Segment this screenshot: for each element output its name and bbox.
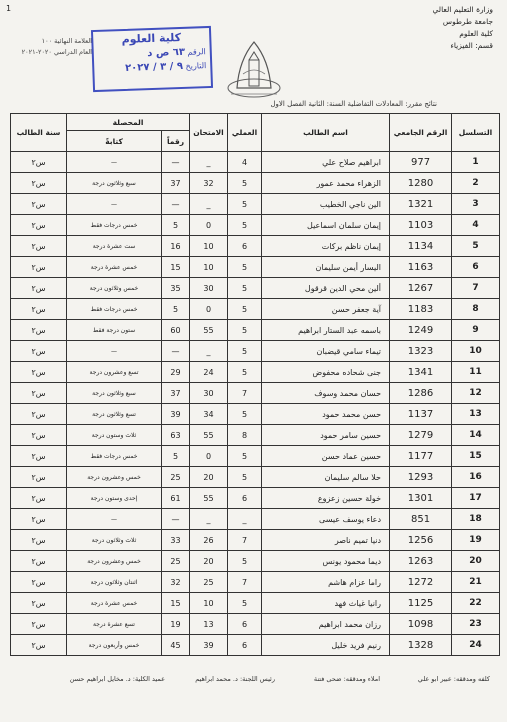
- table-cell-id: 1321: [390, 194, 452, 215]
- table-cell-year: س٢: [11, 152, 67, 173]
- table-cell-practical: 5: [228, 362, 262, 383]
- stamp-date-value: ٩ / ٣ / ٢٠٢٧: [124, 60, 184, 74]
- table-cell-digits: 5: [162, 215, 190, 236]
- table-cell-exam: 20: [190, 467, 228, 488]
- table-cell-digits: —: [162, 152, 190, 173]
- header-total-digits: رقماً: [162, 131, 190, 152]
- table-cell-year: س٢: [11, 215, 67, 236]
- table-cell-year: س٢: [11, 467, 67, 488]
- exam-info-note: [6, 36, 92, 58]
- table-cell-practical: _: [228, 509, 262, 530]
- table-row: [11, 173, 500, 194]
- table-cell-digits: 32: [162, 572, 190, 593]
- table-cell-exam: 0: [190, 446, 228, 467]
- table-cell-words: ست عشرة درجة: [67, 236, 162, 257]
- table-cell-digits: 39: [162, 404, 190, 425]
- table-cell-digits: 19: [162, 614, 190, 635]
- table-cell-exam: _: [190, 509, 228, 530]
- table-cell-exam: 55: [190, 320, 228, 341]
- table-cell-name: الزهراء محمد عمور: [262, 173, 390, 194]
- table-cell-practical: 5: [228, 404, 262, 425]
- table-cell-seq: 9: [452, 320, 500, 341]
- table-cell-year: س٢: [11, 362, 67, 383]
- table-cell-words: خمس وعشرون درجة: [67, 467, 162, 488]
- table-cell-digits: 33: [162, 530, 190, 551]
- table-cell-words: تسع وثلاثون درجة: [67, 404, 162, 425]
- table-cell-name: تيماء سامي قيضبان: [262, 341, 390, 362]
- table-cell-seq: 10: [452, 341, 500, 362]
- table-cell-name: حسين سامر حمود: [262, 425, 390, 446]
- table-cell-seq: 22: [452, 593, 500, 614]
- table-cell-digits: —: [162, 509, 190, 530]
- table-cell-year: س٢: [11, 572, 67, 593]
- table-cell-seq: 15: [452, 446, 500, 467]
- table-cell-digits: —: [162, 194, 190, 215]
- table-cell-seq: 1: [452, 152, 500, 173]
- table-row: [11, 425, 500, 446]
- table-cell-name: رنيم فريد خليل: [262, 635, 390, 656]
- table-cell-year: س٢: [11, 236, 67, 257]
- table-cell-seq: 24: [452, 635, 500, 656]
- table-cell-exam: 32: [190, 173, 228, 194]
- table-cell-year: س٢: [11, 383, 67, 404]
- table-cell-id: 1263: [390, 551, 452, 572]
- table-cell-practical: 6: [228, 488, 262, 509]
- table-cell-name: حلا سالم سليمان: [262, 467, 390, 488]
- ministry-header: [383, 4, 493, 52]
- table-cell-id: 1272: [390, 572, 452, 593]
- table-cell-words: اثنتان وثلاثون درجة: [67, 572, 162, 593]
- table-row: [11, 299, 500, 320]
- table-cell-words: خمس درجات فقط: [67, 446, 162, 467]
- table-cell-seq: 12: [452, 383, 500, 404]
- table-cell-digits: 37: [162, 383, 190, 404]
- table-cell-practical: 4: [228, 152, 262, 173]
- header-practical: العملي: [228, 114, 262, 152]
- table-cell-year: س٢: [11, 614, 67, 635]
- table-cell-year: س٢: [11, 194, 67, 215]
- table-cell-words: خمس درجات فقط: [67, 215, 162, 236]
- table-cell-seq: 7: [452, 278, 500, 299]
- table-cell-id: 1183: [390, 299, 452, 320]
- table-cell-digits: 35: [162, 278, 190, 299]
- table-cell-digits: 60: [162, 320, 190, 341]
- table-cell-id: 1328: [390, 635, 452, 656]
- table-cell-practical: 5: [228, 593, 262, 614]
- table-row: [11, 551, 500, 572]
- header-seq: التسلسل: [452, 114, 500, 152]
- table-cell-year: س٢: [11, 551, 67, 572]
- table-row: [11, 467, 500, 488]
- table-cell-year: س٢: [11, 635, 67, 656]
- checker-signature: كلفه ومدققه: عبير ابو علي: [417, 675, 490, 683]
- table-cell-exam: 10: [190, 593, 228, 614]
- table-cell-practical: 5: [228, 215, 262, 236]
- table-cell-words: —: [67, 341, 162, 362]
- header-total-words: كتابةً: [67, 131, 162, 152]
- results-caption: نتائج مقرر: المعادلات التفاضلية السنة: الثانية الفصل الاول: [270, 100, 437, 108]
- table-cell-words: إحدى وستون درجة: [67, 488, 162, 509]
- table-cell-id: 1341: [390, 362, 452, 383]
- table-cell-exam: 26: [190, 530, 228, 551]
- table-cell-seq: 2: [452, 173, 500, 194]
- table-cell-words: خمس وثلاثون درجة: [67, 278, 162, 299]
- academic-year-note: العام الدراسي ٢٠٢٠-٢٠٢١: [21, 48, 92, 56]
- table-cell-practical: 8: [228, 425, 262, 446]
- table-cell-practical: 5: [228, 320, 262, 341]
- table-cell-id: 851: [390, 509, 452, 530]
- table-cell-exam: 20: [190, 551, 228, 572]
- table-cell-name: دنيا تميم ناصر: [262, 530, 390, 551]
- table-cell-name: دعاء يوسف عيسى: [262, 509, 390, 530]
- table-cell-words: —: [67, 509, 162, 530]
- table-cell-name: جنى شحاده محفوض: [262, 362, 390, 383]
- table-cell-practical: 5: [228, 299, 262, 320]
- table-cell-year: س٢: [11, 257, 67, 278]
- table-cell-name: رزان محمد ابراهيم: [262, 614, 390, 635]
- table-cell-id: 1279: [390, 425, 452, 446]
- table-cell-practical: 5: [228, 551, 262, 572]
- table-cell-year: س٢: [11, 173, 67, 194]
- table-cell-words: تسع عشرة درجة: [67, 614, 162, 635]
- table-cell-digits: 61: [162, 488, 190, 509]
- table-cell-digits: 45: [162, 635, 190, 656]
- table-cell-words: خمس عشرة درجة: [67, 257, 162, 278]
- table-cell-id: 1177: [390, 446, 452, 467]
- table-cell-digits: 15: [162, 257, 190, 278]
- table-cell-words: —: [67, 194, 162, 215]
- table-cell-exam: 34: [190, 404, 228, 425]
- table-cell-id: 1163: [390, 257, 452, 278]
- table-cell-seq: 6: [452, 257, 500, 278]
- table-cell-seq: 23: [452, 614, 500, 635]
- table-cell-practical: 5: [228, 194, 262, 215]
- table-row: [11, 320, 500, 341]
- table-cell-digits: 5: [162, 446, 190, 467]
- table-cell-exam: 0: [190, 215, 228, 236]
- table-cell-seq: 3: [452, 194, 500, 215]
- table-row: [11, 614, 500, 635]
- table-cell-name: راما عزام هاشم: [262, 572, 390, 593]
- table-cell-words: خمس وأربعون درجة: [67, 635, 162, 656]
- table-cell-name: حسن محمد حمود: [262, 404, 390, 425]
- table-cell-exam: 30: [190, 278, 228, 299]
- table-cell-exam: _: [190, 341, 228, 362]
- table-cell-name: ابراهيم صلاح علي: [262, 152, 390, 173]
- table-cell-seq: 5: [452, 236, 500, 257]
- table-cell-practical: 7: [228, 530, 262, 551]
- registry-stamp: [91, 26, 213, 92]
- table-cell-practical: 5: [228, 446, 262, 467]
- ministry-line: وزارة التعليم العالي: [432, 5, 493, 14]
- stamp-ref-label: الرقم: [187, 47, 206, 57]
- faculty-line: كلية العلوم: [459, 29, 493, 38]
- table-cell-id: 1256: [390, 530, 452, 551]
- table-cell-exam: 30: [190, 383, 228, 404]
- header-id: الرقم الجامعي: [390, 114, 452, 152]
- table-cell-words: تسع وعشرون درجة: [67, 362, 162, 383]
- table-cell-name: إيمان ناظم بركات: [262, 236, 390, 257]
- table-cell-id: 1134: [390, 236, 452, 257]
- table-cell-id: 1249: [390, 320, 452, 341]
- header-total: المحصلة: [67, 114, 190, 131]
- table-cell-practical: 7: [228, 383, 262, 404]
- table-cell-seq: 14: [452, 425, 500, 446]
- table-row: [11, 152, 500, 173]
- table-cell-words: خمس درجات فقط: [67, 299, 162, 320]
- stamp-date-label: التاريخ: [185, 61, 207, 71]
- table-cell-name: خولة حسين زعزوع: [262, 488, 390, 509]
- table-row: [11, 593, 500, 614]
- table-cell-year: س٢: [11, 404, 67, 425]
- table-cell-practical: 6: [228, 614, 262, 635]
- signatures-footer: [20, 675, 490, 705]
- table-cell-words: خمس وعشرون درجة: [67, 551, 162, 572]
- table-cell-year: س٢: [11, 530, 67, 551]
- stamp-ref-row: [94, 46, 210, 61]
- table-cell-words: —: [67, 152, 162, 173]
- table-cell-words: ثلاث وثلاثون درجة: [67, 530, 162, 551]
- table-cell-seq: 4: [452, 215, 500, 236]
- dictation-signature: املاء ومدققه: ضحى فتنة: [313, 675, 380, 683]
- results-table: [10, 113, 500, 656]
- table-cell-seq: 11: [452, 362, 500, 383]
- table-cell-id: 1286: [390, 383, 452, 404]
- table-cell-id: 1293: [390, 467, 452, 488]
- table-cell-id: 1280: [390, 173, 452, 194]
- table-cell-name: حسين عماد حسن: [262, 446, 390, 467]
- results-body: [11, 152, 500, 656]
- table-cell-id: 1301: [390, 488, 452, 509]
- table-cell-id: 1137: [390, 404, 452, 425]
- table-cell-digits: 37: [162, 173, 190, 194]
- page-number: 1: [6, 4, 12, 13]
- table-cell-exam: 55: [190, 425, 228, 446]
- table-cell-seq: 19: [452, 530, 500, 551]
- table-cell-year: س٢: [11, 593, 67, 614]
- table-row: [11, 488, 500, 509]
- table-cell-words: سبع وثلاثون درجة: [67, 173, 162, 194]
- table-row: [11, 194, 500, 215]
- table-cell-year: س٢: [11, 425, 67, 446]
- table-row: [11, 341, 500, 362]
- table-cell-seq: 18: [452, 509, 500, 530]
- table-row: [11, 278, 500, 299]
- table-row: [11, 446, 500, 467]
- table-cell-words: سبع وثلاثون درجة: [67, 383, 162, 404]
- table-cell-name: آية جعفر حسن: [262, 299, 390, 320]
- table-cell-year: س٢: [11, 299, 67, 320]
- table-cell-seq: 8: [452, 299, 500, 320]
- table-cell-name: إيمان سلمان اسماعيل: [262, 215, 390, 236]
- table-cell-id: 1267: [390, 278, 452, 299]
- table-cell-name: ألين محي الدين قرقول: [262, 278, 390, 299]
- table-cell-seq: 21: [452, 572, 500, 593]
- table-row: [11, 509, 500, 530]
- table-cell-practical: 5: [228, 467, 262, 488]
- table-cell-seq: 16: [452, 467, 500, 488]
- table-cell-id: 1125: [390, 593, 452, 614]
- table-cell-practical: 6: [228, 635, 262, 656]
- table-cell-practical: 5: [228, 257, 262, 278]
- table-cell-practical: 5: [228, 173, 262, 194]
- header-exam: الامتحان: [190, 114, 228, 152]
- table-cell-exam: 39: [190, 635, 228, 656]
- header-year: سنة الطالب: [11, 114, 67, 152]
- table-cell-words: ستون درجة فقط: [67, 320, 162, 341]
- table-cell-exam: 25: [190, 572, 228, 593]
- table-cell-practical: 5: [228, 341, 262, 362]
- table-cell-exam: _: [190, 194, 228, 215]
- table-cell-digits: 63: [162, 425, 190, 446]
- stamp-date-row: [94, 60, 210, 75]
- table-cell-id: 1098: [390, 614, 452, 635]
- dean-signature: عميد الكلية: د. مخايل ابراهيم حسن: [69, 675, 165, 683]
- table-cell-exam: 10: [190, 257, 228, 278]
- table-cell-id: 977: [390, 152, 452, 173]
- table-cell-name: الين ناجي الخطيب: [262, 194, 390, 215]
- table-row: [11, 257, 500, 278]
- table-cell-exam: _: [190, 152, 228, 173]
- table-cell-digits: 5: [162, 299, 190, 320]
- table-cell-digits: 15: [162, 593, 190, 614]
- table-row: [11, 383, 500, 404]
- table-cell-seq: 17: [452, 488, 500, 509]
- table-cell-digits: 25: [162, 467, 190, 488]
- table-cell-year: س٢: [11, 278, 67, 299]
- table-row: [11, 236, 500, 257]
- table-cell-exam: 13: [190, 614, 228, 635]
- table-cell-name: حسان محمد وسوف: [262, 383, 390, 404]
- table-cell-exam: 24: [190, 362, 228, 383]
- table-cell-name: رانيا غياث فهد: [262, 593, 390, 614]
- table-cell-practical: 5: [228, 278, 262, 299]
- table-cell-words: ثلاث وستون درجة: [67, 425, 162, 446]
- table-cell-practical: 6: [228, 236, 262, 257]
- table-cell-words: خمس عشرة درجة: [67, 593, 162, 614]
- table-cell-digits: 16: [162, 236, 190, 257]
- table-cell-year: س٢: [11, 446, 67, 467]
- table-cell-year: س٢: [11, 320, 67, 341]
- table-row: [11, 530, 500, 551]
- table-row: [11, 215, 500, 236]
- table-cell-exam: 0: [190, 299, 228, 320]
- table-row: [11, 635, 500, 656]
- table-cell-name: باسمه عبد الستار ابراهيم: [262, 320, 390, 341]
- table-cell-id: 1323: [390, 341, 452, 362]
- table-cell-digits: —: [162, 341, 190, 362]
- table-cell-year: س٢: [11, 509, 67, 530]
- table-row: [11, 404, 500, 425]
- university-logo-icon: [225, 30, 283, 102]
- department-line: قسم: الفيزياء: [450, 41, 493, 50]
- table-cell-digits: 29: [162, 362, 190, 383]
- university-line: جامعة طرطوس: [442, 17, 493, 26]
- table-cell-id: 1103: [390, 215, 452, 236]
- table-cell-exam: 55: [190, 488, 228, 509]
- table-cell-seq: 20: [452, 551, 500, 572]
- table-row: [11, 572, 500, 593]
- table-cell-year: س٢: [11, 341, 67, 362]
- stamp-title: كلية العلوم: [121, 30, 182, 47]
- table-cell-name: اليسار أيمن سليمان: [262, 257, 390, 278]
- stamp-ref-value: ٦٣ ص د: [147, 46, 186, 60]
- committee-signature: رئيس اللجنة: د. محمد ابراهيم: [195, 675, 275, 683]
- table-cell-exam: 10: [190, 236, 228, 257]
- header-name: اسم الطالب: [262, 114, 390, 152]
- final-mark-note: العلامة النهائية ١٠٠: [41, 37, 92, 45]
- table-cell-digits: 25: [162, 551, 190, 572]
- table-cell-year: س٢: [11, 488, 67, 509]
- header-row: [11, 114, 500, 131]
- table-cell-seq: 13: [452, 404, 500, 425]
- table-cell-name: ديما محمود يونس: [262, 551, 390, 572]
- table-cell-practical: 7: [228, 572, 262, 593]
- table-row: [11, 362, 500, 383]
